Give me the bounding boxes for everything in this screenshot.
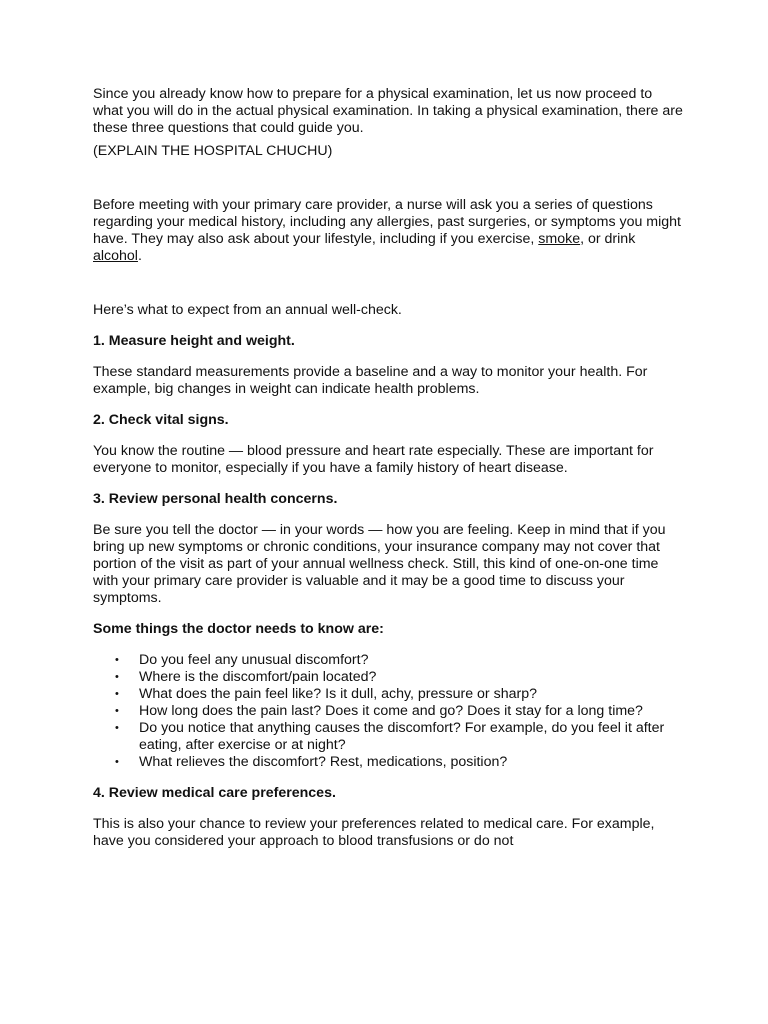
list-item: [93, 652, 683, 669]
list-item-text: What relieves the discomfort? Rest, medications, position?: [139, 754, 508, 770]
list-item-text: How long does the pain last? Does it come and go? Does it stay for a long time?: [139, 703, 643, 719]
doctor-needs-heading: Some things the doctor needs to know are:: [93, 621, 384, 637]
before-meeting-text-3: .: [137, 248, 142, 264]
before-meeting-paragraph: [93, 197, 683, 265]
before-meeting-text-1: Before meeting with your primary care provider, a nurse will ask you a series of questions regarding your medical history, including any allergies, past surgeries, or symptoms you might have. They may also ask about your lifestyle, including if you exercise,: [93, 197, 681, 247]
smoke-link[interactable]: smoke: [538, 231, 581, 247]
section-heading-height-weight: 1. Measure height and weight.: [93, 333, 295, 349]
section-body-height-weight: These standard measurements provide a baseline and a way to monitor your health. For example, big changes in weight can indicate health problems.: [93, 364, 648, 397]
section-body-health-concerns: Be sure you tell the doctor — in your words — how you are feeling. Keep in mind that if you bring up new symptoms or chronic conditions, your insurance company may not cover that portion of the visit as part of your annual wellness check. Still, this kind of one-on-one time with your primary care provider is valuable and it may be a good time to discuss your symptoms.: [93, 522, 666, 606]
intro-paragraph: Since you already know how to prepare for a physical examination, let us now proceed to what you will do in the actual physical examination. In taking a physical examination, there are these three questions that could guide you.: [93, 86, 683, 136]
list-item-text: What does the pain feel like? Is it dull, achy, pressure or sharp?: [139, 686, 537, 702]
section-heading-care-preferences: 4. Review medical care preferences.: [93, 785, 336, 801]
expect-paragraph: Here’s what to expect from an annual well-check.: [93, 302, 402, 318]
section-body-vital-signs: You know the routine — blood pressure and heart rate especially. These are important for everyone to monitor, especially if you have a family history of heart disease.: [93, 443, 654, 476]
list-item: [93, 754, 683, 771]
list-item: [93, 720, 683, 754]
doctor-questions-list: [93, 652, 683, 771]
bullet-icon: •: [115, 705, 119, 717]
bullet-icon: •: [115, 756, 119, 768]
list-item: [93, 686, 683, 703]
list-item: [93, 669, 683, 686]
bullet-icon: •: [115, 722, 119, 734]
section-heading-health-concerns: 3. Review personal health concerns.: [93, 491, 338, 507]
list-item: [93, 703, 683, 720]
section-heading-vital-signs: 2. Check vital signs.: [93, 412, 229, 428]
bullet-icon: •: [115, 654, 119, 666]
before-meeting-text-2: , or drink: [580, 231, 636, 247]
section-body-care-preferences: This is also your chance to review your preferences related to medical care. For example, have you considered your approach to blood transfusions or do not: [93, 816, 655, 849]
document-page: [93, 86, 683, 864]
list-item-text: Where is the discomfort/pain located?: [139, 669, 377, 685]
note-paragraph: (EXPLAIN THE HOSPITAL CHUCHU): [93, 143, 333, 159]
bullet-icon: •: [115, 671, 119, 683]
list-item-text: Do you feel any unusual discomfort?: [139, 652, 369, 668]
bullet-icon: •: [115, 688, 119, 700]
list-item-text: Do you notice that anything causes the discomfort? For example, do you feel it after eating, after exercise or at night?: [139, 720, 665, 753]
alcohol-link[interactable]: alcohol: [93, 248, 138, 264]
